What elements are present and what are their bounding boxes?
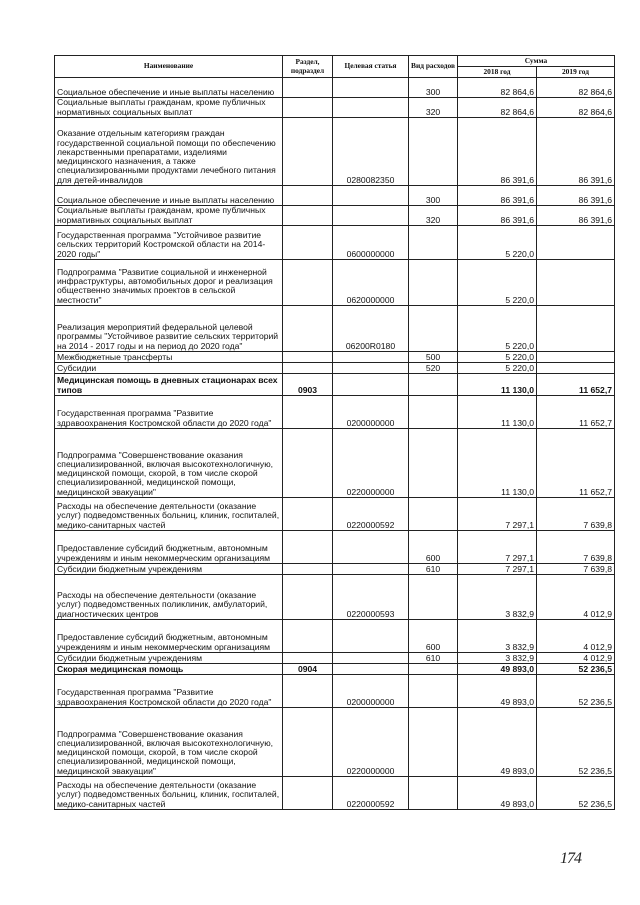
row-value-2018: 5 220,0 (458, 352, 537, 363)
row-section (283, 675, 333, 708)
row-section (283, 777, 333, 810)
row-name: Государственная программа "Устойчивое развитие сельских территорий Костромской области на 2014-2020 годы" (55, 226, 283, 260)
row-value-2019: 11 652,7 (537, 374, 615, 396)
table-row (55, 78, 615, 98)
row-section (283, 352, 333, 363)
row-kind (409, 226, 458, 260)
table-row (55, 206, 615, 226)
row-target (333, 206, 409, 226)
row-kind: 600 (409, 531, 458, 564)
table-body (55, 78, 615, 810)
row-name: Расходы на обеспечение деятельности (оказание услуг) подведомственных больниц, клиник, госпиталей, медико-санитарных частей (55, 777, 283, 810)
table-row (55, 620, 615, 653)
budget-table (54, 55, 615, 810)
row-value-2019: 11 652,7 (537, 396, 615, 429)
row-value-2019 (537, 352, 615, 363)
row-target: 0220000593 (333, 575, 409, 620)
table-row (55, 777, 615, 810)
row-name: Социальное обеспечение и иные выплаты населению (55, 186, 283, 206)
row-kind (409, 306, 458, 352)
row-value-2018: 7 297,1 (458, 564, 537, 575)
row-kind (409, 708, 458, 777)
row-value-2018: 3 832,9 (458, 575, 537, 620)
row-section (283, 564, 333, 575)
row-section (283, 396, 333, 429)
row-target: 0280082350 (333, 118, 409, 186)
row-section (283, 531, 333, 564)
row-kind: 610 (409, 653, 458, 664)
row-target (333, 664, 409, 675)
row-value-2018: 86 391,6 (458, 118, 537, 186)
row-name: Расходы на обеспечение деятельности (оказание услуг) подведомственных поликлиник, амбулаторий, диагностических центров (55, 575, 283, 620)
row-name: Социальные выплаты гражданам, кроме публичных нормативных социальных выплат (55, 206, 283, 226)
row-section (283, 206, 333, 226)
row-value-2018: 3 832,9 (458, 653, 537, 664)
row-kind: 300 (409, 78, 458, 98)
row-section: 0903 (283, 374, 333, 396)
table-row (55, 531, 615, 564)
row-section (283, 620, 333, 653)
row-section (283, 708, 333, 777)
row-value-2018: 82 864,6 (458, 78, 537, 98)
row-value-2019: 4 012,9 (537, 653, 615, 664)
row-value-2018: 11 130,0 (458, 374, 537, 396)
row-kind (409, 664, 458, 675)
row-value-2018: 5 220,0 (458, 306, 537, 352)
row-kind (409, 498, 458, 531)
row-target (333, 374, 409, 396)
header-target: Целевая статья (333, 56, 409, 78)
row-target (333, 186, 409, 206)
row-value-2018: 7 297,1 (458, 531, 537, 564)
row-name: Подпрограмма "Совершенствование оказания специализированной, включая высокотехнологичную, медицинской помощи, скорой, в том числе скорой специализированной, медицинской помощи, медицинской эвакуации" (55, 429, 283, 498)
row-value-2019: 82 864,6 (537, 78, 615, 98)
row-name: Медицинская помощь в дневных стационарах всех типов (55, 374, 283, 396)
row-target: 06200R0180 (333, 306, 409, 352)
row-section (283, 363, 333, 374)
row-value-2019 (537, 306, 615, 352)
row-value-2018: 82 864,6 (458, 98, 537, 118)
table-row (55, 653, 615, 664)
row-kind: 320 (409, 98, 458, 118)
table-row (55, 226, 615, 260)
table-row (55, 664, 615, 675)
table-row (55, 708, 615, 777)
table-row (55, 363, 615, 374)
row-value-2019: 52 236,5 (537, 708, 615, 777)
row-target (333, 653, 409, 664)
row-value-2018: 86 391,6 (458, 186, 537, 206)
table-header (55, 56, 615, 78)
row-name: Реализация мероприятий федеральной целевой программы "Устойчивое развитие сельских территорий на 2014 - 2017 годы и на период до 2020 года" (55, 306, 283, 352)
row-section (283, 226, 333, 260)
header-year-2019: 2019 год (537, 67, 615, 78)
row-name: Субсидии бюджетным учреждениям (55, 564, 283, 575)
row-kind: 320 (409, 206, 458, 226)
row-section (283, 498, 333, 531)
header-year-2018: 2018 год (458, 67, 537, 78)
row-section (283, 653, 333, 664)
row-value-2019: 4 012,9 (537, 575, 615, 620)
table-row (55, 675, 615, 708)
row-name: Субсидии (55, 363, 283, 374)
row-kind: 300 (409, 186, 458, 206)
table-row (55, 352, 615, 363)
table-row (55, 186, 615, 206)
row-target (333, 352, 409, 363)
table-row (55, 260, 615, 306)
row-section (283, 306, 333, 352)
row-section (283, 118, 333, 186)
row-kind: 610 (409, 564, 458, 575)
row-name: Социальные выплаты гражданам, кроме публичных нормативных социальных выплат (55, 98, 283, 118)
row-kind (409, 777, 458, 810)
row-section (283, 260, 333, 306)
row-value-2018: 7 297,1 (458, 498, 537, 531)
row-value-2019: 86 391,6 (537, 186, 615, 206)
table-row (55, 374, 615, 396)
row-section (283, 186, 333, 206)
row-kind (409, 374, 458, 396)
row-name: Оказание отдельным категориям граждан государственной социальной помощи по обеспечению лекарственными препаратами, изделиями медицинского назначения, а также специализированными продуктами лечебного питания для детей-инвалидов (55, 118, 283, 186)
table-row (55, 575, 615, 620)
row-name: Подпрограмма "Развитие социальной и инженерной инфраструктуры, автомобильных дорог и реализация общественно значимых проектов в сельской местности" (55, 260, 283, 306)
row-value-2019 (537, 260, 615, 306)
row-value-2018: 3 832,9 (458, 620, 537, 653)
row-value-2019: 86 391,6 (537, 118, 615, 186)
row-name: Государственная программа "Развитие здравоохранения Костромской области до 2020 года" (55, 675, 283, 708)
row-value-2018: 49 893,0 (458, 675, 537, 708)
row-value-2019: 4 012,9 (537, 620, 615, 653)
row-name: Подпрограмма "Совершенствование оказания специализированной, включая высокотехнологичную, медицинской помощи, скорой, в том числе скорой специализированной, медицинской помощи, медицинской эвакуации" (55, 708, 283, 777)
row-value-2018: 86 391,6 (458, 206, 537, 226)
header-section: Раздел, подраздел (283, 56, 333, 78)
row-section (283, 575, 333, 620)
row-section: 0904 (283, 664, 333, 675)
row-value-2019: 52 236,5 (537, 675, 615, 708)
row-target (333, 78, 409, 98)
row-name: Межбюджетные трансферты (55, 352, 283, 363)
document-page (54, 55, 614, 810)
row-value-2019: 52 236,5 (537, 777, 615, 810)
table-row (55, 498, 615, 531)
row-value-2018: 11 130,0 (458, 429, 537, 498)
row-target (333, 531, 409, 564)
row-target: 0220000592 (333, 498, 409, 531)
table-row (55, 306, 615, 352)
row-value-2019: 7 639,8 (537, 498, 615, 531)
row-kind (409, 260, 458, 306)
row-value-2018: 11 130,0 (458, 396, 537, 429)
row-name: Субсидии бюджетным учреждениям (55, 653, 283, 664)
row-target: 0600000000 (333, 226, 409, 260)
row-value-2018: 5 220,0 (458, 260, 537, 306)
row-value-2018: 5 220,0 (458, 363, 537, 374)
table-row (55, 429, 615, 498)
table-row (55, 118, 615, 186)
table-row (55, 396, 615, 429)
row-kind: 600 (409, 620, 458, 653)
row-kind (409, 575, 458, 620)
row-value-2019: 82 864,6 (537, 98, 615, 118)
row-value-2018: 49 893,0 (458, 708, 537, 777)
row-value-2019: 52 236,5 (537, 664, 615, 675)
row-target (333, 98, 409, 118)
row-name: Предоставление субсидий бюджетным, автономным учреждениям и иным некоммерческим организациям (55, 620, 283, 653)
row-target (333, 564, 409, 575)
row-target (333, 620, 409, 653)
table-row (55, 98, 615, 118)
row-kind: 500 (409, 352, 458, 363)
row-value-2019: 7 639,8 (537, 564, 615, 575)
row-section (283, 78, 333, 98)
row-value-2018: 49 893,0 (458, 664, 537, 675)
row-target: 0200000000 (333, 396, 409, 429)
row-name: Расходы на обеспечение деятельности (оказание услуг) подведомственных больниц, клиник, госпиталей, медико-санитарных частей (55, 498, 283, 531)
row-value-2019 (537, 226, 615, 260)
row-kind (409, 429, 458, 498)
row-value-2019 (537, 363, 615, 374)
row-name: Скорая медицинская помощь (55, 664, 283, 675)
row-name: Предоставление субсидий бюджетным, автономным учреждениям и иным некоммерческим организациям (55, 531, 283, 564)
row-value-2019: 86 391,6 (537, 206, 615, 226)
row-target: 0620000000 (333, 260, 409, 306)
row-section (283, 429, 333, 498)
row-target: 0220000592 (333, 777, 409, 810)
header-name: Наименование (55, 56, 283, 78)
row-section (283, 98, 333, 118)
row-target: 0200000000 (333, 675, 409, 708)
row-kind: 520 (409, 363, 458, 374)
row-kind (409, 118, 458, 186)
row-target: 0220000000 (333, 429, 409, 498)
row-value-2019: 7 639,8 (537, 531, 615, 564)
row-kind (409, 675, 458, 708)
page-number: 174 (560, 850, 581, 867)
row-name: Государственная программа "Развитие здравоохранения Костромской области до 2020 года" (55, 396, 283, 429)
header-kind: Вид расходов (409, 56, 458, 78)
header-sum: Сумма (458, 56, 615, 67)
row-target (333, 363, 409, 374)
table-row (55, 564, 615, 575)
row-name: Социальное обеспечение и иные выплаты населению (55, 78, 283, 98)
row-value-2018: 49 893,0 (458, 777, 537, 810)
row-kind (409, 396, 458, 429)
row-target: 0220000000 (333, 708, 409, 777)
row-value-2018: 5 220,0 (458, 226, 537, 260)
row-value-2019: 11 652,7 (537, 429, 615, 498)
